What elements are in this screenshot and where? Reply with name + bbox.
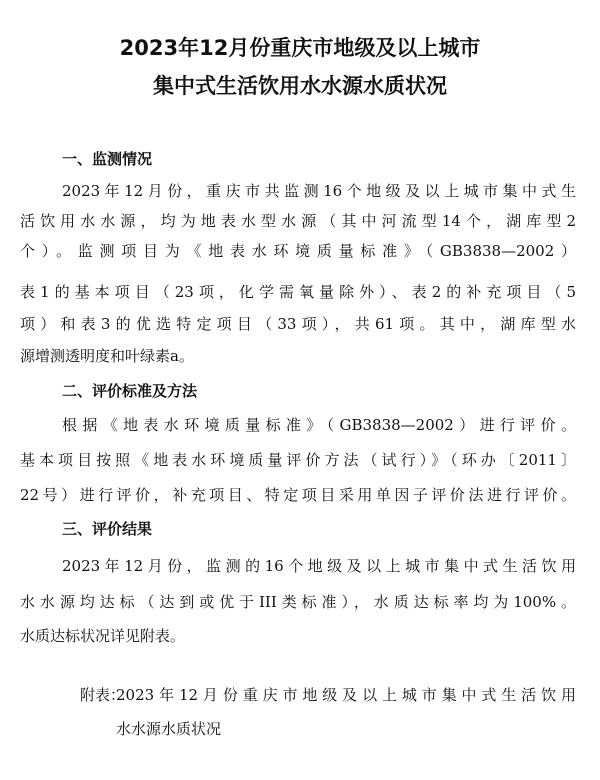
section3-line-3: 水质达标状况详见附表。 [20,627,186,645]
section2-line-1: 根据《地表水环境质量标准》（GB3838—2002）进行评价。 [62,416,576,434]
section1-line-5: 项）和表3的优选特定项目（33项），共61项。其中，湖库型水 [20,315,576,333]
section-heading-standards: 二、评价标准及方法 [62,382,198,400]
document-title-line-1: 2023年12月份重庆市地级及以上城市 [119,36,481,60]
section1-line-3: 个）。监测项目为《地表水环境质量标准》（GB3838—2002） [20,242,576,260]
attachment-title-line-2[interactable]: 水水源水质状况 [116,720,222,738]
section2-line-2: 基本项目按照《地表水环境质量评价方法（试行）》（环办〔2011〕 [20,451,576,469]
section-heading-monitoring: 一、监测情况 [62,150,153,168]
section3-line-2: 水水源均达标（达到或优于III类标准），水质达标率均为100%。 [20,593,576,611]
section3-line-1: 2023年12月份，监测的16个地级及以上城市集中式生活饮用 [62,557,576,575]
section1-line-1: 2023年12月份，重庆市共监测16个地级及以上城市集中式生 [62,182,576,200]
section1-line-2: 活饮用水水源，均为地表水型水源（其中河流型14个，湖库型2 [20,212,576,230]
attachment-label: 附表： [80,686,126,704]
section-heading-results: 三、评价结果 [62,520,153,538]
document-title-line-2: 集中式生活饮用水水源水质状况 [153,74,447,98]
section1-line-6: 源增测透明度和叶绿素a。 [20,347,194,365]
section1-line-4: 表1的基本项目（23项，化学需氧量除外）、表2的补充项目（5 [20,283,576,301]
section2-line-3: 22号）进行评价，补充项目、特定项目采用单因子评价法进行评价。 [20,486,576,504]
attachment-title-line-1[interactable]: 2023年12月份重庆市地级及以上城市集中式生活饮用 [116,686,576,704]
